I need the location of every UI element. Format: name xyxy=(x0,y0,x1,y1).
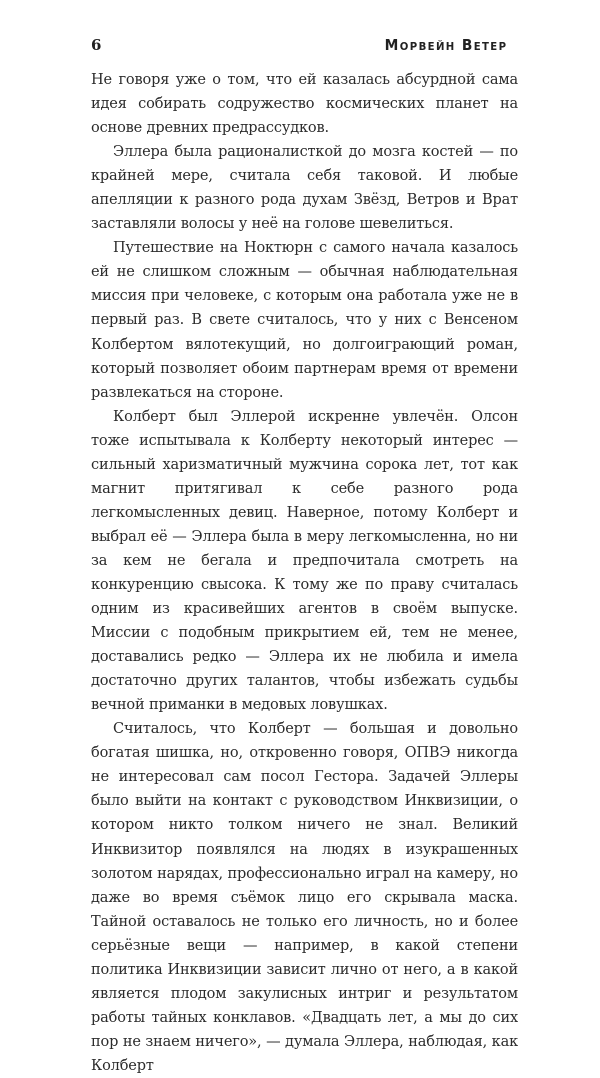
paragraph: Колберт был Эллерой искренне увлечён. Олсон тоже испытывала к Колберту некоторый интерес — сильный харизматичный мужчина сорока лет, тот как магнит притягивал к себе разного рода легкомысленных девиц. Наверное, потому Колберт и выбрал её — Эллера была в меру легкомысленна, но ни за кем не бегала и предпочитала смотреть на конкуренцию свысока. К тому же по праву считалась одним из красивейших агентов в своём выпуске. Миссии с подобным прикрытием ей, тем не менее, доставались редко — Эллера их не любила и имела достаточно других талантов, чтобы избежать судьбы вечной приманки в медовых ловушках. xyxy=(91,408,518,714)
body-text xyxy=(91,68,518,1078)
paragraph: Путешествие на Ноктюрн с самого начала казалось ей не слишком сложным — обычная наблюдательная миссия при человеке, с которым она работала уже не в первый раз. В свете считалось, что у них с Венсеном Колбертом вялотекущий, но долгоиграющий роман, который позволяет обоим партнерам время от времени развлекаться на стороне. xyxy=(91,240,518,401)
paragraph: Считалось, что Колберт — большая и довольно богатая шишка, но, откровенно говоря, ОПВЭ никогда не интересовал сам посол Гестора. Задачей Эллеры было выйти на контакт с руководством Инквизиции, о котором никто толком ничего не знал. Великий Инквизитор появлялся на людях в изукрашенных золотом нарядах, профессионально играл на камеру, но даже во время съёмок лицо его скрывала маска. Тайной оставалось не только его личность, но и более серьёзные вещи — например, в какой степени политика Инквизиции зависит лично от него, а в какой является плодом закулисных интриг и результатом работы тайных конклавов. «Двадцать лет, а мы до сих пор не знаем ничего», — думала Эллера, наблюдая, как Колберт xyxy=(91,721,518,1074)
paragraph: Не говоря уже о том, что ей казалась абсурдной сама идея собирать содружество космических планет на основе древних предрассудков. xyxy=(91,72,518,137)
running-head-title: Морвейн Ветер xyxy=(384,36,507,54)
page-number: 6 xyxy=(91,36,102,54)
paragraph: Эллера была рационалисткой до мозга костей — по крайней мере, считала себя таковой. И любые апелляции к разного рода духам Звёзд, Ветров и Врат заставляли волосы у неё на голове шевелиться. xyxy=(91,144,518,233)
